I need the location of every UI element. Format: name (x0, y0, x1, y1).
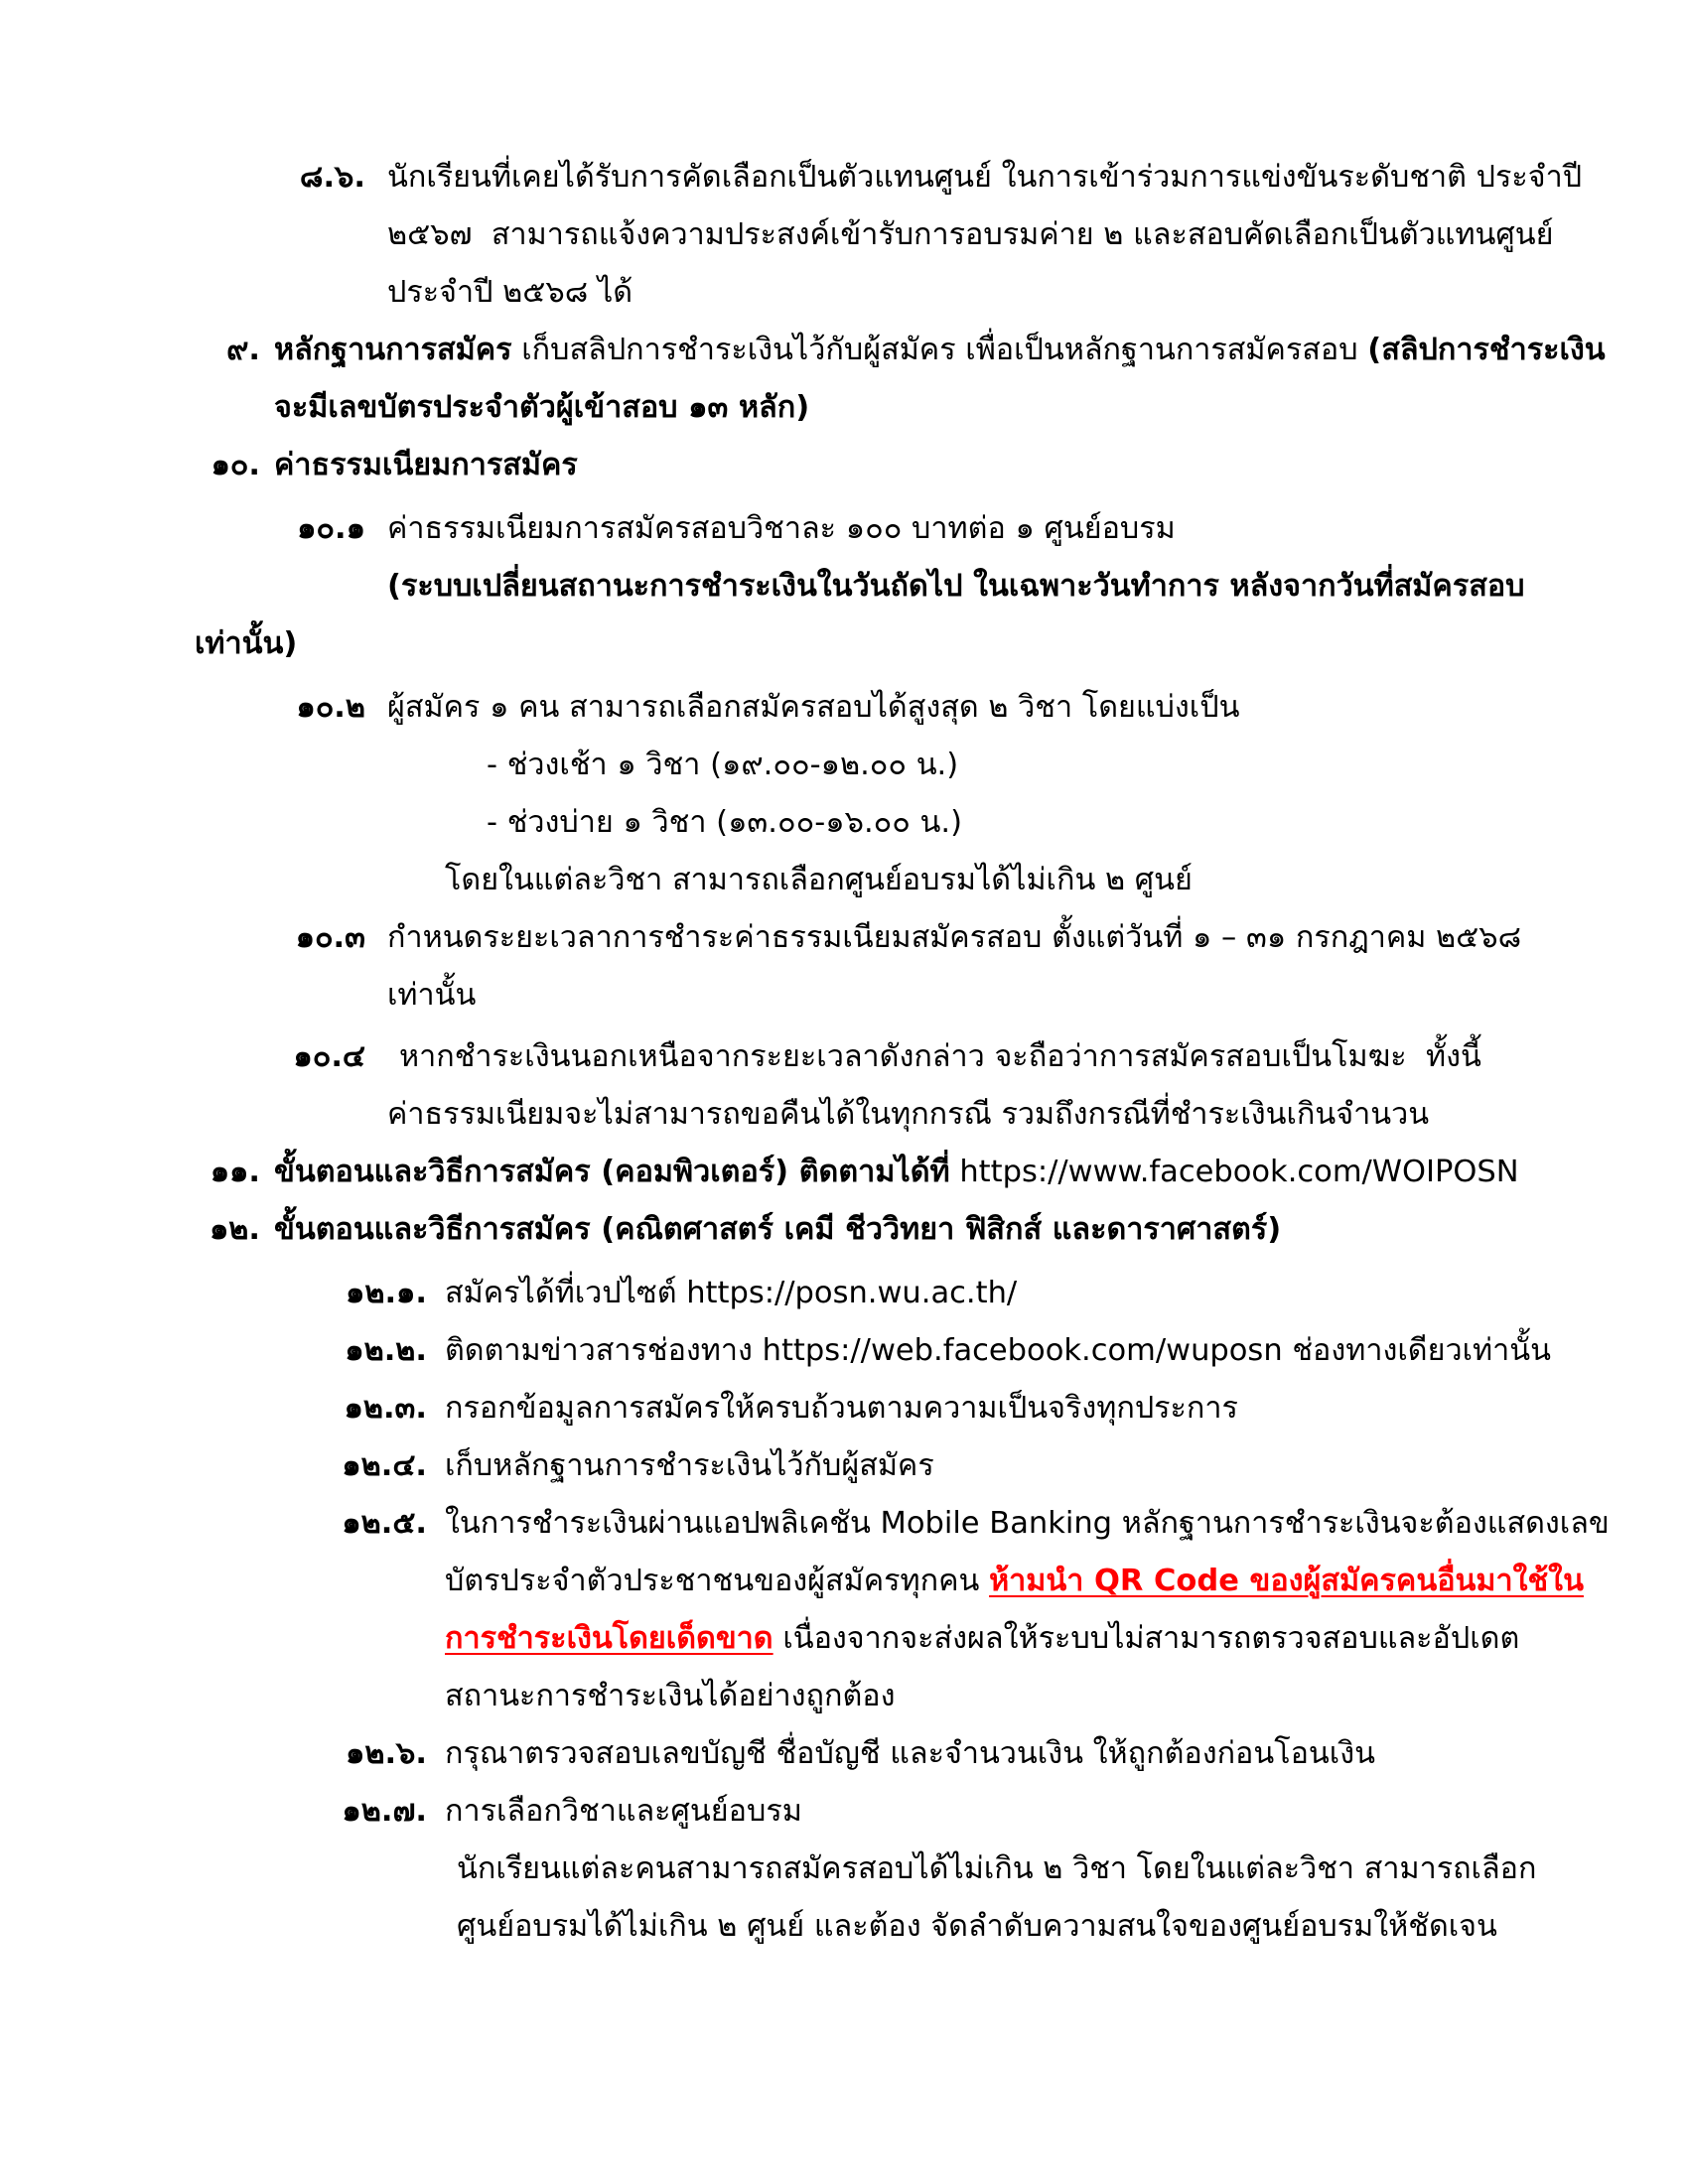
item-10-4-line1: หากชำระเงินนอกเหนือจากระยะเวลาดังกล่าว จะถือว่าการสมัครสอบเป็นโมฆะ ทั้งนี้ (399, 1039, 1481, 1074)
list-item-10 (0, 437, 1688, 494)
item-10-3-line1: กำหนดระยะเวลาการชำระค่าธรรมเนียมสมัครสอบ ตั้งแต่วันที่ ๑ – ๓๑ กรกฎาคม ๒๕๖๘ (387, 920, 1522, 955)
item-number-9: ๙. (226, 333, 260, 367)
item-10-1-line2: (ระบบเปลี่ยนสถานะการชำระเงินในวันถัดไป ในเฉพาะวันทำการ หลังจากวันที่สมัครสอบ (387, 569, 1525, 604)
item-12-2-suffix: ช่องทางเดียวเท่านั้น (1282, 1333, 1551, 1368)
item-number-8-6: ๘.๖. (299, 160, 365, 195)
list-item-8-6 (0, 149, 1688, 206)
item-12-2-prefix: ติดตามข่าวสารช่องทาง (445, 1333, 763, 1368)
list-item-12-5 (0, 1495, 1688, 1553)
item-number-12: ๑๒. (209, 1212, 260, 1247)
item-12-5-line4: สถานะการชำระเงินได้อย่างถูกต้อง (445, 1679, 896, 1713)
item-text-8-6-line2: ๒๕๖๗ สามารถแจ้งความประสงค์เข้ารับการอบรมค่าย ๒ และสอบคัดเลือกเป็นตัวแทนศูนย์ (387, 217, 1554, 252)
item-11-spacer (950, 1155, 960, 1189)
item-9-line2: จะมีเลขบัตรประจำตัวผู้เข้าสอบ ๑๓ หลัก) (274, 390, 810, 425)
item-12-7-line2: นักเรียนแต่ละคนสามารถสมัครสอบได้ไม่เกิน ๒ วิชา โดยในแต่ละวิชา สามารถเลือก (457, 1851, 1537, 1886)
item-number-12-7: ๑๒.๗. (342, 1794, 427, 1829)
item-12-1-content (445, 1265, 1017, 1322)
item-10-heading: ค่าธรรมเนียมการสมัคร (274, 448, 578, 482)
list-item-10-2-note (0, 852, 1688, 909)
list-item-12-7-line2 (0, 1841, 1688, 1898)
item-number-12-6: ๑๒.๖. (346, 1736, 427, 1771)
item-10-2-note: โดยในแต่ละวิชา สามารถเลือกศูนย์อบรมได้ไม่เกิน ๒ ศูนย์ (445, 863, 1193, 897)
item-12-3-line1: กรอกข้อมูลการสมัครให้ครบถ้วนตามความเป็นจริงทุกประการ (445, 1391, 1238, 1426)
list-item-12-2 (0, 1322, 1688, 1380)
list-item-10-2 (0, 679, 1688, 737)
item-number-12-3: ๑๒.๓. (344, 1391, 427, 1426)
item-12-2-content (445, 1322, 1551, 1380)
item-12-4-line1: เก็บหลักฐานการชำระเงินไว้กับผู้สมัคร (445, 1448, 934, 1483)
list-item-12-1 (0, 1265, 1688, 1322)
item-number-10-3: ๑๐.๓ (295, 920, 365, 955)
item-9-content (274, 322, 1606, 379)
list-item-12 (0, 1201, 1688, 1259)
list-item-9-line2 (0, 379, 1688, 437)
item-10-1-line1: ค่าธรรมเนียมการสมัครสอบวิชาละ ๑๐๐ บาทต่อ ๑ ศูนย์อบรม (387, 511, 1176, 546)
item-10-2-afternoon: - ช่วงบ่าย ๑ วิชา (๑๓.๐๐-๑๖.๐๐ น.) (487, 805, 963, 840)
list-item-10-4 (0, 1028, 1688, 1086)
item-number-12-1: ๑๒.๑. (346, 1276, 427, 1310)
item-12-5-line2-plain: บัตรประจำตัวประชาชนของผู้สมัครทุกคน (445, 1564, 990, 1598)
item-11-content (274, 1144, 1519, 1201)
item-number-10: ๑๐. (211, 448, 260, 482)
list-item-12-4 (0, 1437, 1688, 1495)
item-12-1-prefix: สมัครได้ที่เวปไซต์ (445, 1276, 687, 1310)
list-item-10-1-line3 (0, 615, 1688, 673)
item-number-10-4: ๑๐.๔ (293, 1039, 365, 1074)
item-12-6-line1: กรุณาตรวจสอบเลขบัญชี ชื่อบัญชี และจำนวนเงิน ให้ถูกต้องก่อนโอนเงิน (445, 1736, 1375, 1771)
posn-website-url[interactable]: https://posn.wu.ac.th/ (686, 1276, 1018, 1310)
item-number-10-2: ๑๐.๒ (296, 690, 365, 725)
item-12-5-line2-content (445, 1553, 1584, 1610)
list-item-12-5-line2 (0, 1553, 1688, 1610)
item-12-5-line3-content (445, 1610, 1519, 1668)
item-12-heading: ขั้นตอนและวิธีการสมัคร (คณิตศาสตร์ เคมี ชีววิทยา ฟิสิกส์ และดาราศาสตร์) (274, 1212, 1282, 1247)
item-11-heading: ขั้นตอนและวิธีการสมัคร (คอมพิวเตอร์) ติดตามได้ที่ (274, 1155, 950, 1189)
item-12-7-line1: การเลือกวิชาและศูนย์อบรม (445, 1794, 802, 1829)
item-10-1-line3: เท่านั้น) (195, 626, 298, 661)
item-text-8-6-line3: ประจำปี ๒๕๖๘ ได้ (387, 275, 633, 310)
item-number-12-2: ๑๒.๒. (345, 1333, 427, 1368)
item-number-12-4: ๑๒.๔. (342, 1448, 427, 1483)
list-item-8-6-line3 (0, 264, 1688, 322)
list-item-12-6 (0, 1725, 1688, 1783)
item-12-7-line3: ศูนย์อบรมได้ไม่เกิน ๒ ศูนย์ และต้อง จัดลำดับความสนใจของศูนย์อบรมให้ชัดเจน (457, 1909, 1497, 1944)
list-item-10-3 (0, 909, 1688, 967)
item-10-3-line2: เท่านั้น (387, 978, 477, 1013)
list-item-10-2-afternoon (0, 794, 1688, 852)
item-number-10-1: ๑๐.๑ (297, 511, 365, 546)
list-item-12-7 (0, 1783, 1688, 1841)
item-text-8-6-line1: นักเรียนที่เคยได้รับการคัดเลือกเป็นตัวแทนศูนย์ ในการเข้าร่วมการแข่งขันระดับชาติ ประจำปี (387, 160, 1583, 195)
item-9-bold-tail: (สลิปการชำระเงิน (1367, 333, 1606, 367)
item-number-12-5: ๑๒.๕. (342, 1506, 427, 1541)
facebook-woiposn-url[interactable]: https://www.facebook.com/WOIPOSN (959, 1155, 1519, 1189)
list-item-10-4-line2 (0, 1086, 1688, 1144)
list-item-12-3 (0, 1380, 1688, 1437)
item-12-5-line1: ในการชำระเงินผ่านแอปพลิเคชัน Mobile Banking หลักฐานการชำระเงินจะต้องแสดงเลข (445, 1506, 1610, 1541)
item-12-5-line3-plain: เนื่องจากจะส่งผลให้ระบบไม่สามารถตรวจสอบและอัปเดต (773, 1621, 1520, 1656)
list-item-9 (0, 322, 1688, 379)
list-item-8-6-line2 (0, 206, 1688, 264)
facebook-wuposn-url[interactable]: https://web.facebook.com/wuposn (762, 1333, 1283, 1368)
item-9-rest: เก็บสลิปการชำระเงินไว้กับผู้สมัคร เพื่อเป็นหลักฐานการสมัครสอบ (511, 333, 1368, 367)
item-10-2-line1: ผู้สมัคร ๑ คน สามารถเลือกสมัครสอบได้สูงสุด ๒ วิชา โดยแบ่งเป็น (387, 690, 1240, 725)
item-number-11: ๑๑. (210, 1155, 260, 1189)
qr-code-warning-part2: การชำระเงินโดยเด็ดขาด (445, 1621, 774, 1656)
list-item-12-5-line3 (0, 1610, 1688, 1668)
list-item-10-3-line2 (0, 967, 1688, 1024)
item-9-heading: หลักฐานการสมัคร (274, 333, 512, 367)
qr-code-warning-part1: ห้ามนำ QR Code ของผู้สมัครคนอื่นมาใช้ใน (989, 1564, 1584, 1598)
list-item-10-1 (0, 500, 1688, 558)
list-item-12-7-line3 (0, 1898, 1688, 1956)
list-item-12-5-line4 (0, 1668, 1688, 1725)
item-10-4-line2: ค่าธรรมเนียมจะไม่สามารถขอคืนได้ในทุกกรณี รวมถึงกรณีที่ชำระเงินเกินจำนวน (387, 1097, 1430, 1132)
list-item-10-2-morning (0, 737, 1688, 794)
list-item-10-1-line2 (0, 558, 1688, 615)
list-item-11 (0, 1144, 1688, 1201)
item-10-2-morning: - ช่วงเช้า ๑ วิชา (๑๙.๐๐-๑๒.๐๐ น.) (487, 748, 959, 782)
